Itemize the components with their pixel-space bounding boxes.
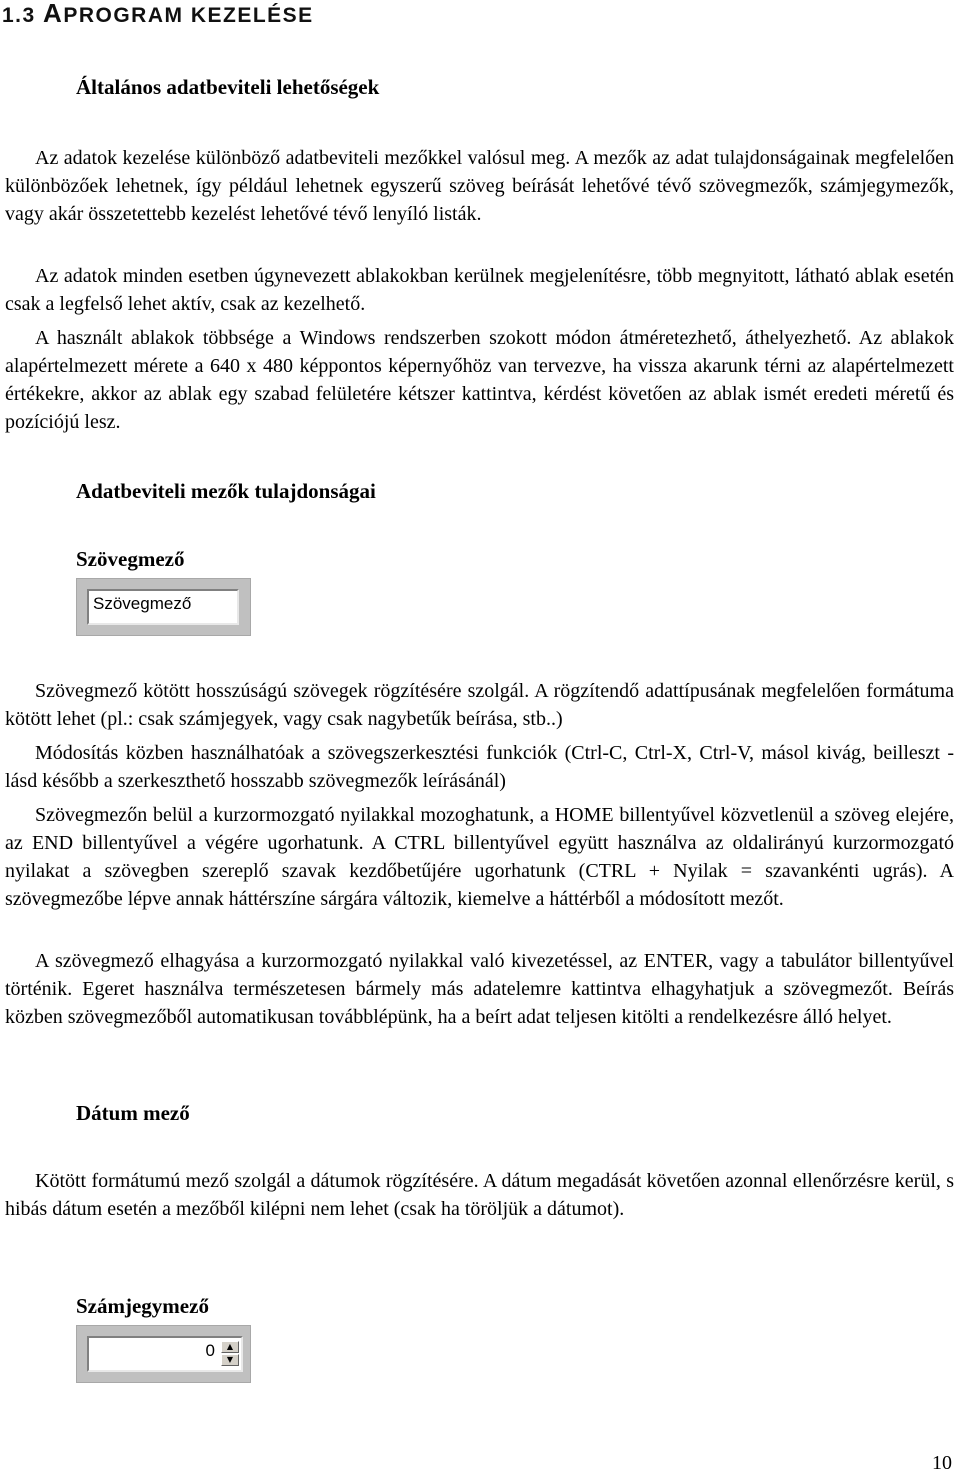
chapter-title	[2, 0, 314, 29]
paragraph: Kötött formátumú mező szolgál a dátumok rögzítésére. A dátum megadását követően azonnal ellenőrzésre kerül, s hibás dátum esetén a mezőből kilépni nem lehet (csak ha töröljük a dátumot).	[5, 1170, 954, 1220]
chapter-title-rest: PROGRAM KEZELÉSE	[63, 4, 314, 27]
subheading-number-field: Számjegymező	[76, 1294, 209, 1318]
paragraph: Szövegmező kötött hosszúságú szövegek rögzítésére szolgál. A rögzítendő adattípusának megfelelően formátuma kötött lehet (pl.: csak számjegyek, vagy csak nagybetűk beírása, stb..)	[5, 680, 954, 730]
text-field-example[interactable]: Szövegmező	[87, 589, 239, 625]
paragraph: A szövegmező elhagyása a kurzormozgató nyilakkal való kivezetéssel, az ENTER, vagy a tabulátor billentyűvel történik. Egeret használva természetesen bármely más adatelemre kattintva elhagyhatjuk a szövegmezőt. Beírás közben szövegmezőből automatikusan továbblépünk, ha a beírt adat teljesen kitölti a rendelkezésre álló helyet.	[5, 950, 954, 1028]
paragraph: Az adatok kezelése különböző adatbeviteli mezőkkel valósul meg. A mezők az adat tulajdonságainak megfelelően különbözőek lehetnek, így például lehetnek egyszerű szöveg beírását lehetővé tévő szövegmezők, számjegymezők, vagy akár összetettebb kezelést lehetővé tévő lenyíló listák.	[5, 147, 954, 225]
subheading-text-field: Szövegmező	[76, 547, 185, 571]
spin-down-button[interactable]	[221, 1354, 239, 1366]
arrow-up-icon: ▲	[226, 1342, 234, 1351]
section-heading-general-input: Általános adatbeviteli lehetőségek	[76, 75, 380, 99]
paragraph: Az adatok minden esetben úgynevezett ablakokban kerülnek megjelenítésre, több megnyitott, látható ablak esetén csak a legfelső lehet aktív, csak az kezelhető.	[5, 265, 954, 315]
paragraph: Szövegmezőn belül a kurzormozgató nyilakkal mozoghatunk, a HOME billentyűvel közvetlenül a szöveg elejére, az END billentyűvel a végére ugorhatunk. A CTRL billentyűvel együtt használva az oldalirányú kurzormozgató nyilakat a szövegben szereplő szavak kezdőbetűjére ugorhatunk (CTRL + Nyilak = szavankénti ugrás). A szövegmezőbe lépve annak háttérszíne sárgára változik, kiemelve a háttérből a módosított mezőt.	[5, 804, 954, 910]
arrow-down-icon: ▼	[226, 1355, 234, 1364]
section-heading-field-properties: Adatbeviteli mezők tulajdonságai	[76, 479, 376, 503]
chapter-number: 1.3	[2, 4, 36, 27]
number-field-value: 0	[205, 1341, 215, 1360]
paragraph: A használt ablakok többsége a Windows rendszerben szokott módon átméretezhető, áthelyezhető. Az ablakok alapértelmezett mérete a 640 x 480 képpontos képernyőhöz van tervezve, ha vissza akarunk térni az alapértelmezett értékekre, akkor az ablak egy szabad felületére kétszer kattintva, kérdést követően az ablak ismét eredeti méretű és pozíciójú lesz.	[5, 327, 954, 433]
page-number: 10	[932, 1452, 952, 1474]
spin-up-button[interactable]	[221, 1341, 239, 1353]
chapter-first-letter: A	[43, 0, 64, 28]
number-field-example[interactable]	[87, 1336, 243, 1372]
subheading-date-field: Dátum mező	[76, 1101, 190, 1125]
paragraph: Módosítás közben használhatóak a szövegszerkesztési funkciók (Ctrl-C, Ctrl-X, Ctrl-V, másol kivág, beilleszt - lásd később a szerkeszthető hosszabb szövegmezők leírásánál)	[5, 742, 954, 792]
